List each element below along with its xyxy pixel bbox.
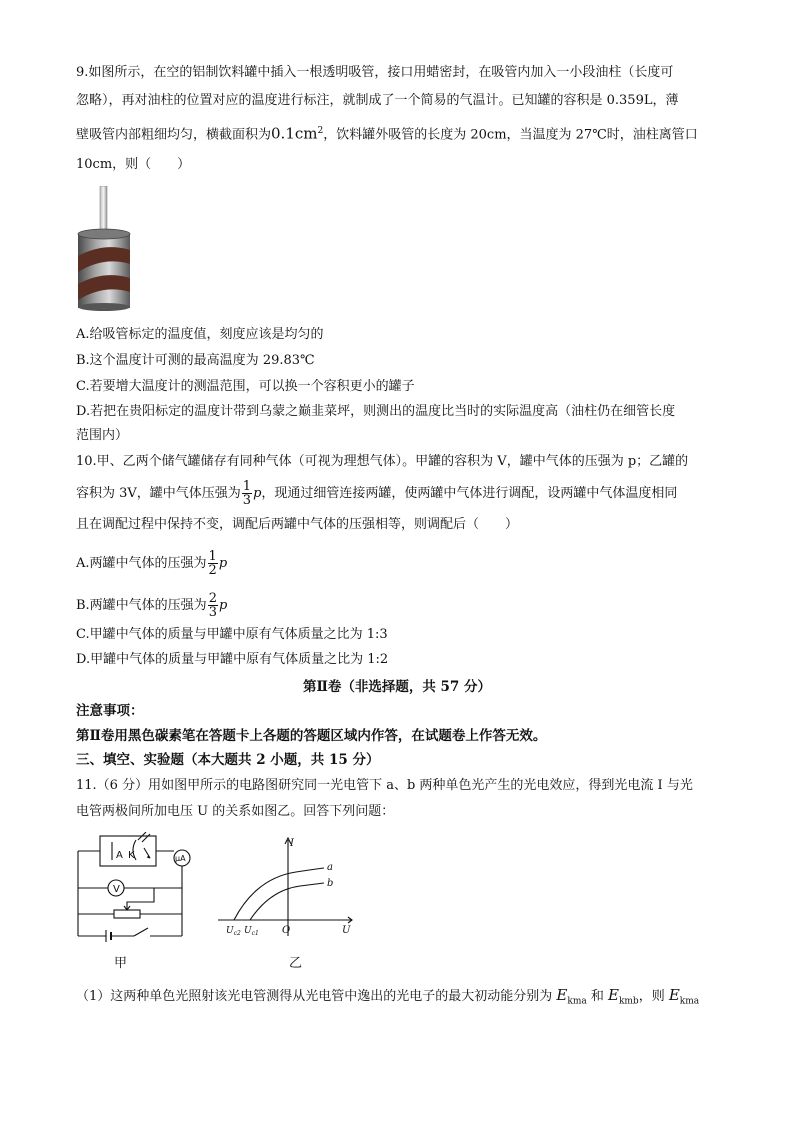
q10-option-a: A.两罐中气体的压强为 $\frac{1}{2}$ p: [76, 549, 228, 578]
part-3-title: 三、填空、实验题（本大题共 2 小题，共 15 分）: [76, 752, 380, 768]
q10-line-2: 容积为 3V，罐中气体压强为 $\frac{1}{3}$ p，现通过细管连接两罐，使两罐中气体进行调配，设两罐中气体温度相同: [76, 479, 678, 508]
uc1-label: $U_{c1}$: [244, 926, 259, 937]
q9-option-a: A.给吸管标定的温度值，刻度应该是均匀的: [76, 327, 324, 342]
q10-line-1: 10.甲、乙两个储气罐储存有同种气体（可视为理想气体）。甲罐的容积为 V，罐中气体的压强为 p；乙罐的: [76, 454, 689, 469]
label-A: A: [116, 850, 123, 861]
q10-option-b: B.两罐中气体的压强为 $\frac{2}{3}$ p: [76, 591, 228, 620]
figure-caption-jia: 甲: [114, 956, 128, 971]
label-K: K: [128, 850, 135, 861]
axis-label-U: U: [342, 925, 351, 936]
soda-can-thermometer-figure: [76, 186, 136, 312]
voltmeter-label: V: [113, 884, 120, 895]
uc2-label: $U_{c2}$: [226, 926, 241, 937]
q9-line-4: 10cm，则（ ）: [76, 157, 191, 172]
q10-option-d: D.甲罐中气体的质量与甲罐中原有气体质量之比为 1:2: [76, 652, 389, 667]
q9-option-b: B.这个温度计可测的最高温度为 29.83℃: [76, 353, 315, 368]
figure-caption-yi: 乙: [289, 956, 303, 971]
axis-label-I: I: [290, 838, 294, 849]
notice-title: 注意事项：: [76, 703, 144, 719]
i-u-graph: [216, 832, 360, 940]
curve-label-a: a: [327, 862, 333, 873]
circuit-diagram: [74, 832, 204, 944]
q9-option-d-line-1: D.若把在贵阳标定的温度计带到乌蒙之巅韭菜坪，则测出的温度比当时的实际温度高（油柱仍在细管长度: [76, 404, 676, 419]
q10-line-3: 且在调配过程中保持不变，调配后两罐中气体的压强相等，则调配后（ ）: [76, 517, 519, 532]
q11-line-1: 11.（6 分）用如图甲所示的电路图研究同一光电管下 a、b 两种单色光产生的光电效应，得到光电流 I 与光: [76, 778, 693, 793]
origin-label: O: [282, 925, 291, 936]
q9-option-d-line-2: 范围内）: [76, 428, 129, 443]
q10-option-c: C.甲罐中气体的质量与甲罐中原有气体质量之比为 1:3: [76, 627, 388, 642]
microammeter-label: μA: [175, 854, 186, 863]
q9-line-3: 壁吸管内部粗细均匀，横截面积为$0.1cm^2$，饮料罐外吸管的长度为 20cm，当温度为 27℃时，油柱离管口: [76, 124, 698, 143]
q11-subquestion-1: （1）这两种单色光照射该光电管测得从光电管中逸出的光电子的最大初动能分别为 $E_{kma}$ 和 $E_{kmb}$，则 $E_{kma}$: [76, 986, 700, 1007]
notice-text: 第Ⅱ卷用黑色碳素笔在答题卡上各题的答题区域内作答，在试题卷上作答无效。: [76, 728, 547, 744]
q9-line-2: 忽略），再对油柱的位置对应的温度进行标注，就制成了一个简易的气温计。已知罐的容积是 0.359L，薄: [76, 93, 679, 108]
q9-option-c: C.若要增大温度计的测温范围，可以换一个容积更小的罐子: [76, 379, 415, 394]
fraction-one-third: $\frac{1}{3}$: [242, 479, 252, 508]
q11-line-2: 电管两极间所加电压 U 的关系如图乙。回答下列问题：: [76, 804, 395, 819]
q9-line-1: 9.如图所示，在空的铝制饮料罐中插入一根透明吸管，接口用蜡密封，在吸管内加入一小段油柱（长度可: [76, 65, 674, 80]
section-2-title: 第Ⅱ卷（非选择题，共 57 分）: [302, 679, 492, 695]
curve-label-b: b: [327, 878, 334, 889]
